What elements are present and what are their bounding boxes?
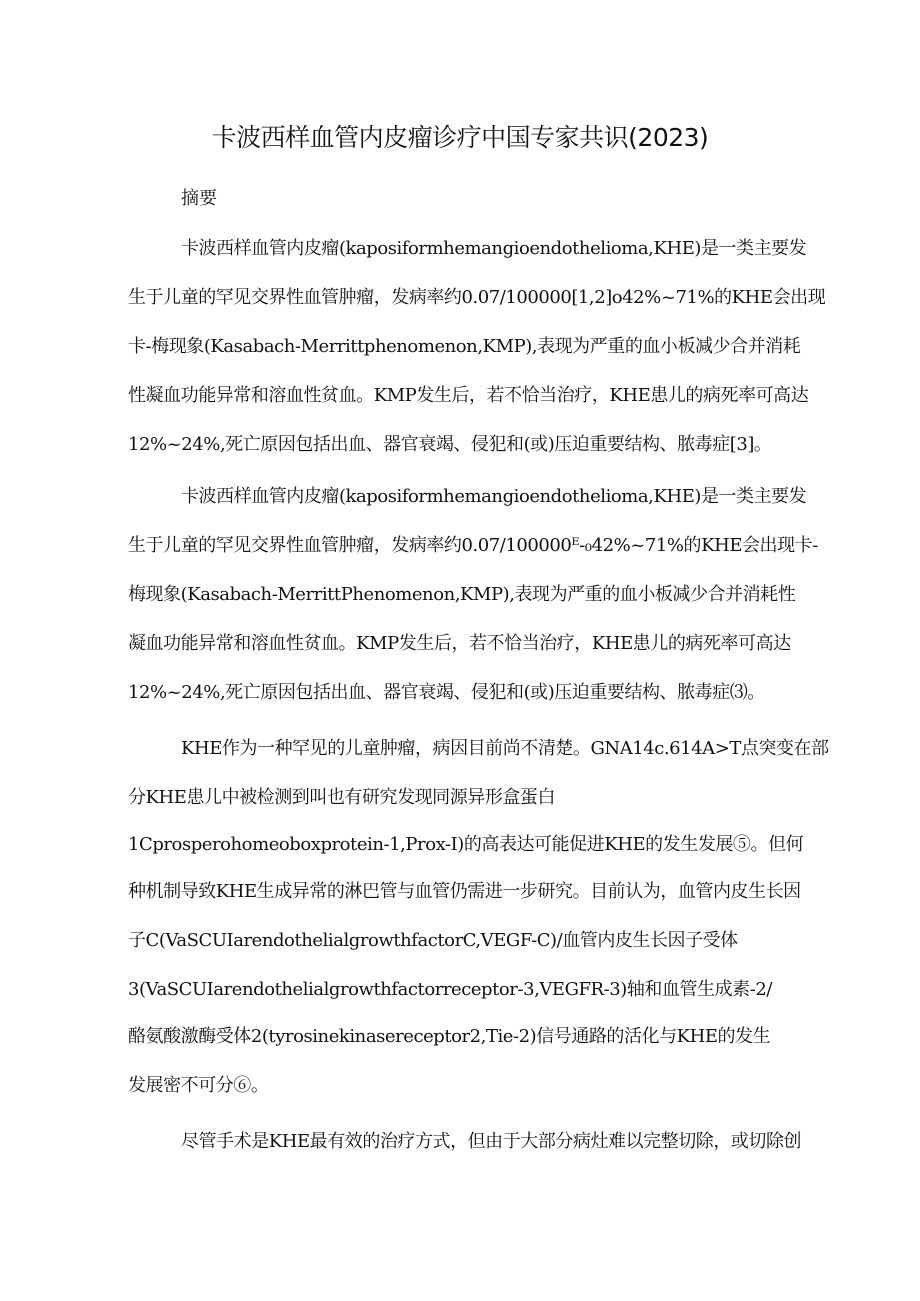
text-line: 生于儿童的罕见交界性血管肿瘤，发病率约0.07/100000ᴱ-₀42%~71%的KHE会出现卡-	[128, 535, 818, 556]
text-line: KHE作为一种罕见的儿童肿瘤，病因目前尚不清楚。GNA14c.614A>T点突变在部	[181, 738, 829, 759]
text-line: 凝血功能异常和溶血性贫血。KMP发生后，若不恰当治疗，KHE患儿的病死率可高达	[128, 633, 791, 654]
text-line: 12%~24%,死亡原因包括出血、器官衰竭、侵犯和(或)压迫重要结构、脓毒症[3]。	[128, 434, 772, 455]
text-line: 卡波西样血管内皮瘤(kaposiformhemangioendothelioma,KHE)是一类主要发	[181, 486, 807, 507]
text-line: 12%~24%,死亡原因包括出血、器官衰竭、侵犯和(或)压迫重要结构、脓毒症⑶。	[128, 682, 765, 703]
text-line: 3(VaSCUIarendothelialgrowthfactorreceptor-3,VEGFR-3)轴和血管生成素-2/	[128, 979, 772, 1000]
text-line: 梅现象(Kasabach-MerrittPhenomenon,KMP),表现为严重的血小板减少合并消耗性	[128, 584, 796, 605]
abstract-heading: 摘要	[181, 188, 217, 209]
text-line: 尽管手术是KHE最有效的治疗方式，但由于大部分病灶难以完整切除，或切除创	[181, 1131, 802, 1152]
document-title: 卡波西样血管内皮瘤诊疗中国专家共识(2023)	[211, 123, 709, 152]
text-line: 1Cprosperohomeoboxprotein-1,Prox-I)的高表达可能促进KHE的发生发展⑤。但何	[128, 834, 804, 855]
text-line: 发展密不可分⑥。	[128, 1075, 269, 1096]
text-line: 卡波西样血管内皮瘤(kaposiformhemangioendothelioma,KHE)是一类主要发	[181, 238, 807, 259]
text-line: 性凝血功能异常和溶血性贫血。KMP发生后，若不恰当治疗，KHE患儿的病死率可高达	[128, 385, 809, 406]
text-line: 分KHE患儿中被检测到叫也有研究发现同源异形盒蛋白	[128, 787, 556, 808]
text-line: 生于儿童的罕见交界性血管肿瘤，发病率约0.07/100000[1,2]o42%~71%的KHE会出现	[128, 287, 826, 308]
text-line: 种机制导致KHE生成异常的淋巴管与血管仍需进一步研究。目前认为，血管内皮生长因	[128, 881, 801, 902]
text-line: 卡-梅现象(Kasabach-Merrittphenomenon,KMP),表现为严重的血小板减少合并消耗	[128, 336, 801, 357]
text-line: 酪氨酸激酶受体2(tyrosinekinasereceptor2,Tie-2)信号通路的活化与KHE的发生	[128, 1026, 771, 1047]
text-line: 子C(VaSCUIarendothelialgrowthfactorC,VEGF-C)/血管内皮生长因子受体	[128, 930, 738, 951]
